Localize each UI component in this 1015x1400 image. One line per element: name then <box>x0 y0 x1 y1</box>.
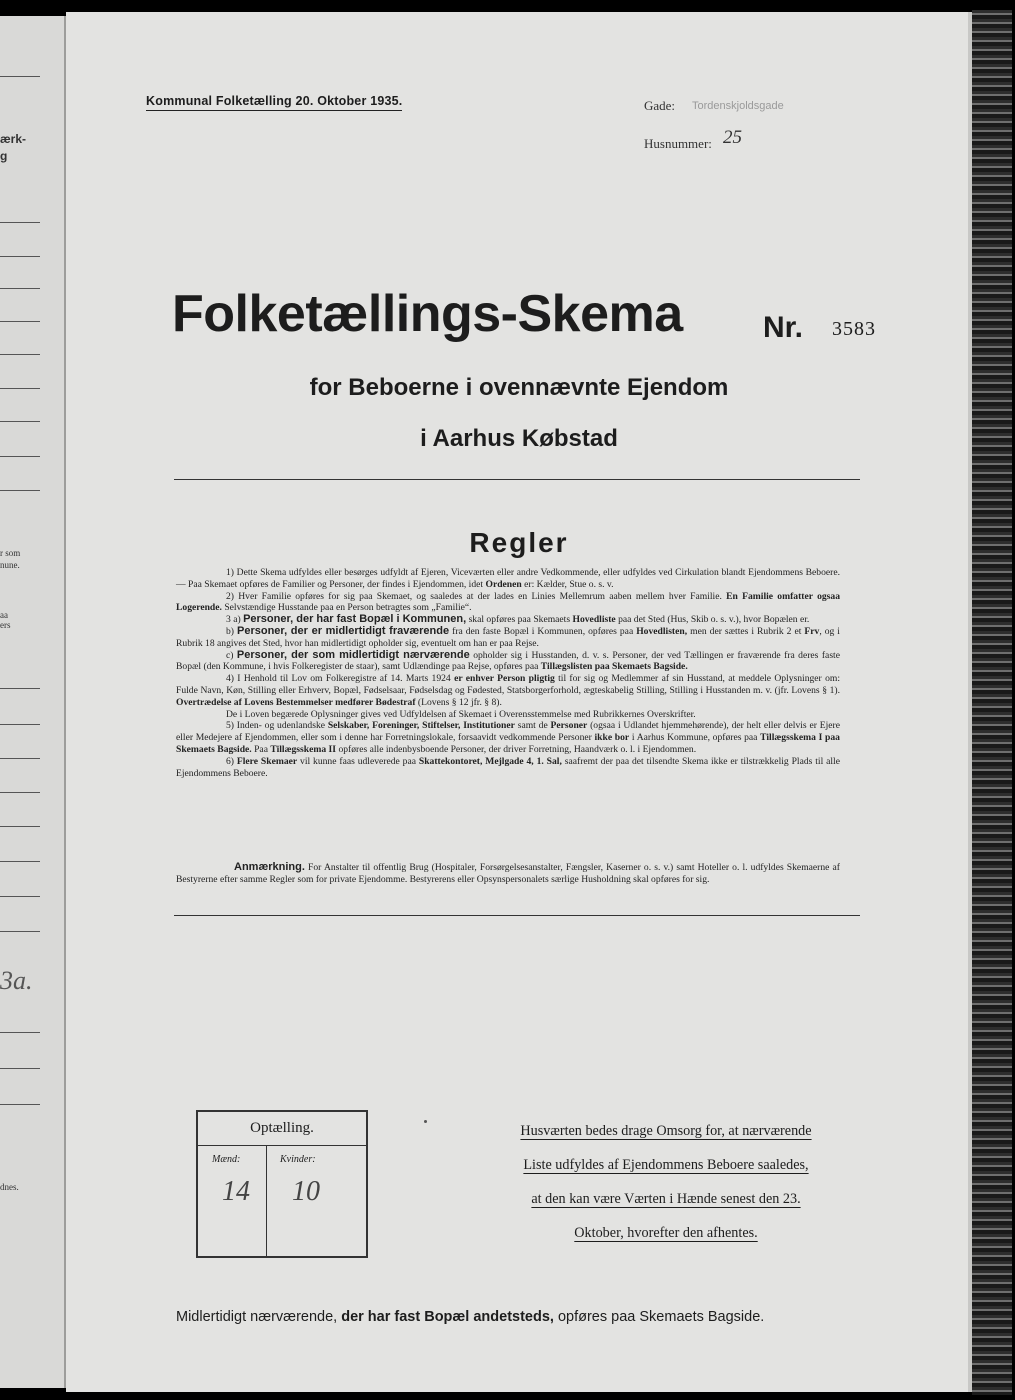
left-page-fragment <box>0 16 66 1388</box>
rules-text <box>176 567 840 779</box>
tally-women-value: 10 <box>292 1176 320 1207</box>
ink-dot <box>424 1120 427 1123</box>
form-subtitle: for Beboerne i ovennævnte Ejendom <box>309 374 729 401</box>
landlord-notice-line: Husværten bedes drage Omsorg for, at nærværende <box>520 1123 812 1139</box>
footer-note: Midlertidigt nærværende, der har fast Bopæl andetsteds, opføres paa Skemaets Bagside. <box>176 1309 765 1325</box>
left-rule <box>0 456 40 457</box>
left-rule <box>0 758 40 759</box>
landlord-notice-line: at den kan være Værten i Hænde senest den 23. <box>531 1191 801 1207</box>
rule-3c: c) Personer, der som midlertidigt nærværende opholder sig i Husstanden, d. v. s. Personer, der ved Tællingen er fraværende fra deres faste Bopæl (den Kommune, i hvis Folkeregister de staar), samt Udlændinge paa Rejse, opføres paa Tillægslisten paa Skemaets Bagside. <box>176 648 840 673</box>
tally-women-label: Kvinder: <box>280 1154 316 1165</box>
left-text-fragment: ærk- <box>0 132 27 146</box>
street-value: Tordenskjoldsgade <box>692 100 784 112</box>
street-label: Gade: <box>644 98 676 113</box>
tally-divider <box>266 1145 267 1256</box>
form-number-value: 3583 <box>832 318 876 340</box>
left-text-fragment: ers <box>0 620 11 630</box>
form-number-label: Nr. <box>763 311 804 344</box>
rule-3b: b) Personer, der er midlertidigt fraværende fra den faste Bopæl i Kommunen, opføres paa Hovedlisten, men der sættes i Rubrik 2 et Frv, og i Rubrik 18 angives det Sted, hvor han midlertidigt opholder sig, eventuelt om han er paa Rejse. <box>176 624 840 649</box>
divider-rule <box>174 915 860 916</box>
tally-men-value: 14 <box>222 1176 250 1207</box>
left-text-fragment: g <box>0 149 8 163</box>
remark-label: Anmærkning. <box>234 861 305 873</box>
left-rule <box>0 896 40 897</box>
landlord-notice-line: Liste udfyldes af Ejendommens Beboere saaledes, <box>523 1157 809 1173</box>
tally-men-label: Mænd: <box>212 1154 241 1165</box>
left-rule <box>0 288 40 289</box>
left-rule <box>0 724 40 725</box>
left-rule <box>0 321 40 322</box>
rule-3a: 3 a) Personer, der har fast Bopæl i Kommunen, skal opføres paa Skemaets Hovedliste paa det Sted (Hus, Skib o. s. v.), hvor Bopælen er. <box>226 613 810 626</box>
form-title: Folketællings-Skema <box>172 285 683 343</box>
tally-title: Optælling. <box>250 1120 314 1136</box>
rule-5: 5) Inden- og udenlandske Selskaber, Foreninger, Stiftelser, Institutioner samt de Personer (ogsaa i Udlandet hjemmehørende), der helt eller delvis er Ejere eller Medejere af Ejendommen, eller som i denne har Forretningslokale, forsaavidt vedkommende Personer ikke bor i Aarhus Kommune, opføres paa Tillægsskema I paa Skemaets Bagside. Paa Tillægsskema II opføres alle indenbysboende Personer, der driver Forretning, Haandværk o. l. i Ejendommen. <box>176 720 840 755</box>
left-rule <box>0 388 40 389</box>
left-rule <box>0 76 40 77</box>
left-rule <box>0 688 40 689</box>
rules-heading: Regler <box>469 527 569 558</box>
left-rule <box>0 861 40 862</box>
house-number-label: Husnummer: <box>644 136 712 151</box>
divider-rule <box>174 479 860 480</box>
landlord-notice-line: Oktober, hvorefter den afhentes. <box>574 1225 758 1241</box>
left-rule <box>0 256 40 257</box>
left-text-fragment: dnes. <box>0 1182 19 1192</box>
left-rule <box>0 222 40 223</box>
remark-paragraph <box>176 862 840 886</box>
left-rule <box>0 421 40 422</box>
left-rule <box>0 490 40 491</box>
left-rule <box>0 354 40 355</box>
left-text-fragment: aa <box>0 610 8 620</box>
left-text-fragment: nune. <box>0 560 20 570</box>
remark-text: For Anstalter til offentlig Brug (Hospitaler, Forsørgelsesanstalter, Fængsler, Kaserner o. s. v.) samt Hoteller o. l. udfyldes Skemaerne af Bestyrerne efter samme Regler som for private Ejendomme. Bestyrerens eller Opsynspersonalets særlige Husholdning skal opføres for sig. <box>176 862 840 885</box>
left-handwriting: 3a. <box>0 966 33 995</box>
left-rule <box>0 792 40 793</box>
rule-4: 4) I Henhold til Lov om Folkeregistre af 14. Marts 1924 er enhver Person pligtig til for sig og Medlemmer af sin Husstand, at meddele Oplysninger om: Fulde Navn, Køn, Stilling eller Erhverv, Bopæl, Fødselsaar, Fødselsdag og Fødested, Statsborgerforhold, ægteskabelig Stilling, Stilling i Husstanden m. v. (jfr. Lovens § 1). Overtrædelse af Lovens Bestemmelser medfører Bødestraf (Lovens § 12 jfr. § 8). <box>176 673 840 708</box>
landlord-notice <box>496 1114 836 1250</box>
left-rule <box>0 1068 40 1069</box>
left-rule <box>0 931 40 932</box>
tally-box <box>196 1110 368 1258</box>
census-form-page <box>66 12 972 1392</box>
left-text-fragment: r som <box>0 548 21 558</box>
house-number-value: 25 <box>723 127 742 148</box>
census-header-title: Kommunal Folketælling 20. Oktober 1935. <box>146 94 402 111</box>
rule-1: 1) Dette Skema udfyldes eller besørges udfyldt af Ejeren, Viceværten eller andre Vedkommende, eller udfyldes ved Cirkulation blandt Ejendommens Beboere. — Paa Skemaet opføres de Familier og Personer, der findes i Ejendommen, idet Ordenen er: Kælder, Stue o. s. v. <box>176 567 840 590</box>
form-location: i Aarhus Købstad <box>420 425 618 452</box>
left-rule <box>0 1104 40 1105</box>
rule-6: 6) Flere Skemaer vil kunne faas udleverede paa Skattekontoret, Mejlgade 4, 1. Sal, saafremt der paa det tilsendte Skema ikke er tilstrækkelig Plads til alle Ejendommens Beboere. <box>176 755 840 779</box>
left-rule <box>0 826 40 827</box>
rule-2: 2) Hver Familie opføres for sig paa Skemaet, og saaledes at der lades en Linies Mellemrum aaben mellem hver Familie. En Familie omfatter ogsaa Logerende. Selvstændige Husstande paa en Person betragtes som „Familie“. <box>176 590 840 614</box>
left-rule <box>0 1032 40 1033</box>
rule-4-note: De i Loven begærede Oplysninger gives ved Udfyldelsen af Skemaet i Overensstemmelse med Rubrikkernes Overskrifter. <box>226 708 696 720</box>
book-binding <box>972 10 1012 1395</box>
tally-divider <box>198 1145 366 1146</box>
